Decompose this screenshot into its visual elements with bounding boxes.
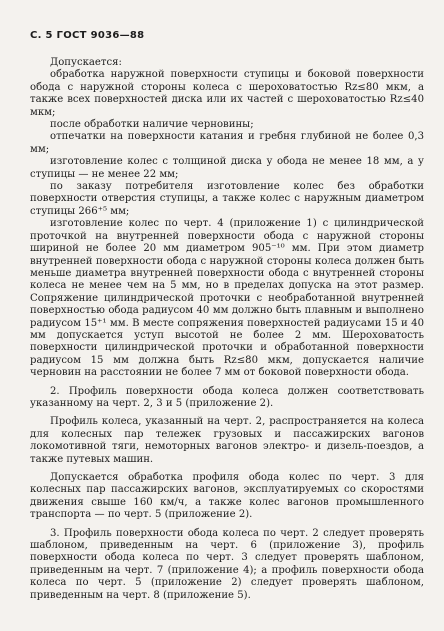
paragraph: изготовление колес с толщиной диска у обода не менее 18 мм, а у ступицы — не менее 22 мм; [30, 156, 424, 180]
paragraph: обработка наружной поверхности ступицы и боковой поверхности обода с наружной стороны колеса с шероховатостью Rz≤80 мкм, а также всех поверхностей диска или их частей с шероховатостью Rz≤40 мкм; [30, 69, 424, 118]
paragraph: Допускается: [50, 57, 122, 68]
paragraph: 2. Профиль поверхности обода колеса должен соответствовать указанному на черт. 2, 3 и 5 (приложение 2). [30, 385, 424, 409]
paragraph: Профиль колеса, указанный на черт. 2, распространяется на колеса для колесных пар тележек грузовых и пассажирских вагонов локомотивной тяги, немоторных вагонов электро- и дизель-поездов, а также путевых машин. [30, 416, 424, 465]
document-body [30, 57, 424, 602]
paragraph: Допускается обработка профиля обода колес по черт. 3 для колесных пар пассажирских вагонов, эксплуатируемых со скоростями движения свыше 160 км/ч, а также колес вагонов промышленного транспорта — по черт. 5 (приложение 2). [30, 472, 424, 521]
paragraph: отпечатки на поверхности катания и гребня глубиной не более 0,3 мм; [30, 131, 424, 155]
paragraph: изготовление колес по черт. 4 (приложение 1) с цилиндрической проточкой на внутренней поверхности обода с наружной стороны шириной не более 20 мм диаметром 905⁻¹⁰ мм. При этом диаметр внутренней поверхности обода с наружной стороны колеса должен быть меньше диаметра внутренней поверхности обода с внутренней стороны колеса не менее чем на 5 мм, но в пределах допуска на этот размер. Сопряжение цилиндрической проточки с необработанной внутренней поверхностью обода радиусом 40 мм должно быть плавным и выполнено радиусом 15⁺¹ мм. В месте сопряжения поверхностей радиусами 15 и 40 мм допускается уступ высотой не более 2 мм. Шероховатость поверхности цилиндрической проточки и обработанной поверхности радиусом 15 мм должна быть Rz≤80 мкм, допускается наличие черновин на расстоянии не более 7 мм от боковой поверхности обода. [30, 218, 424, 379]
paragraph: после обработки наличие черновины; [50, 119, 254, 131]
paragraph: 3. Профиль поверхности обода колеса по черт. 2 следует проверять шаблоном, приведенным на черт. 6 (приложение 3), профиль поверхности обода колеса по черт. 3 следует проверять шаблоном, приведенным на черт. 7 (приложение 4); а профиль поверхности обода колеса по черт. 5 (приложение 2) следует проверять шаблоном, приведенным на черт. 8 (приложение 5). [30, 527, 424, 601]
paragraph: по заказу потребителя изготовление колес без обработки поверхности отверстия ступицы, а также колес с наружным диаметром ступицы 266⁺⁵ мм; [30, 181, 424, 217]
page-header: С. 5 ГОСТ 9036—88 [30, 30, 145, 41]
